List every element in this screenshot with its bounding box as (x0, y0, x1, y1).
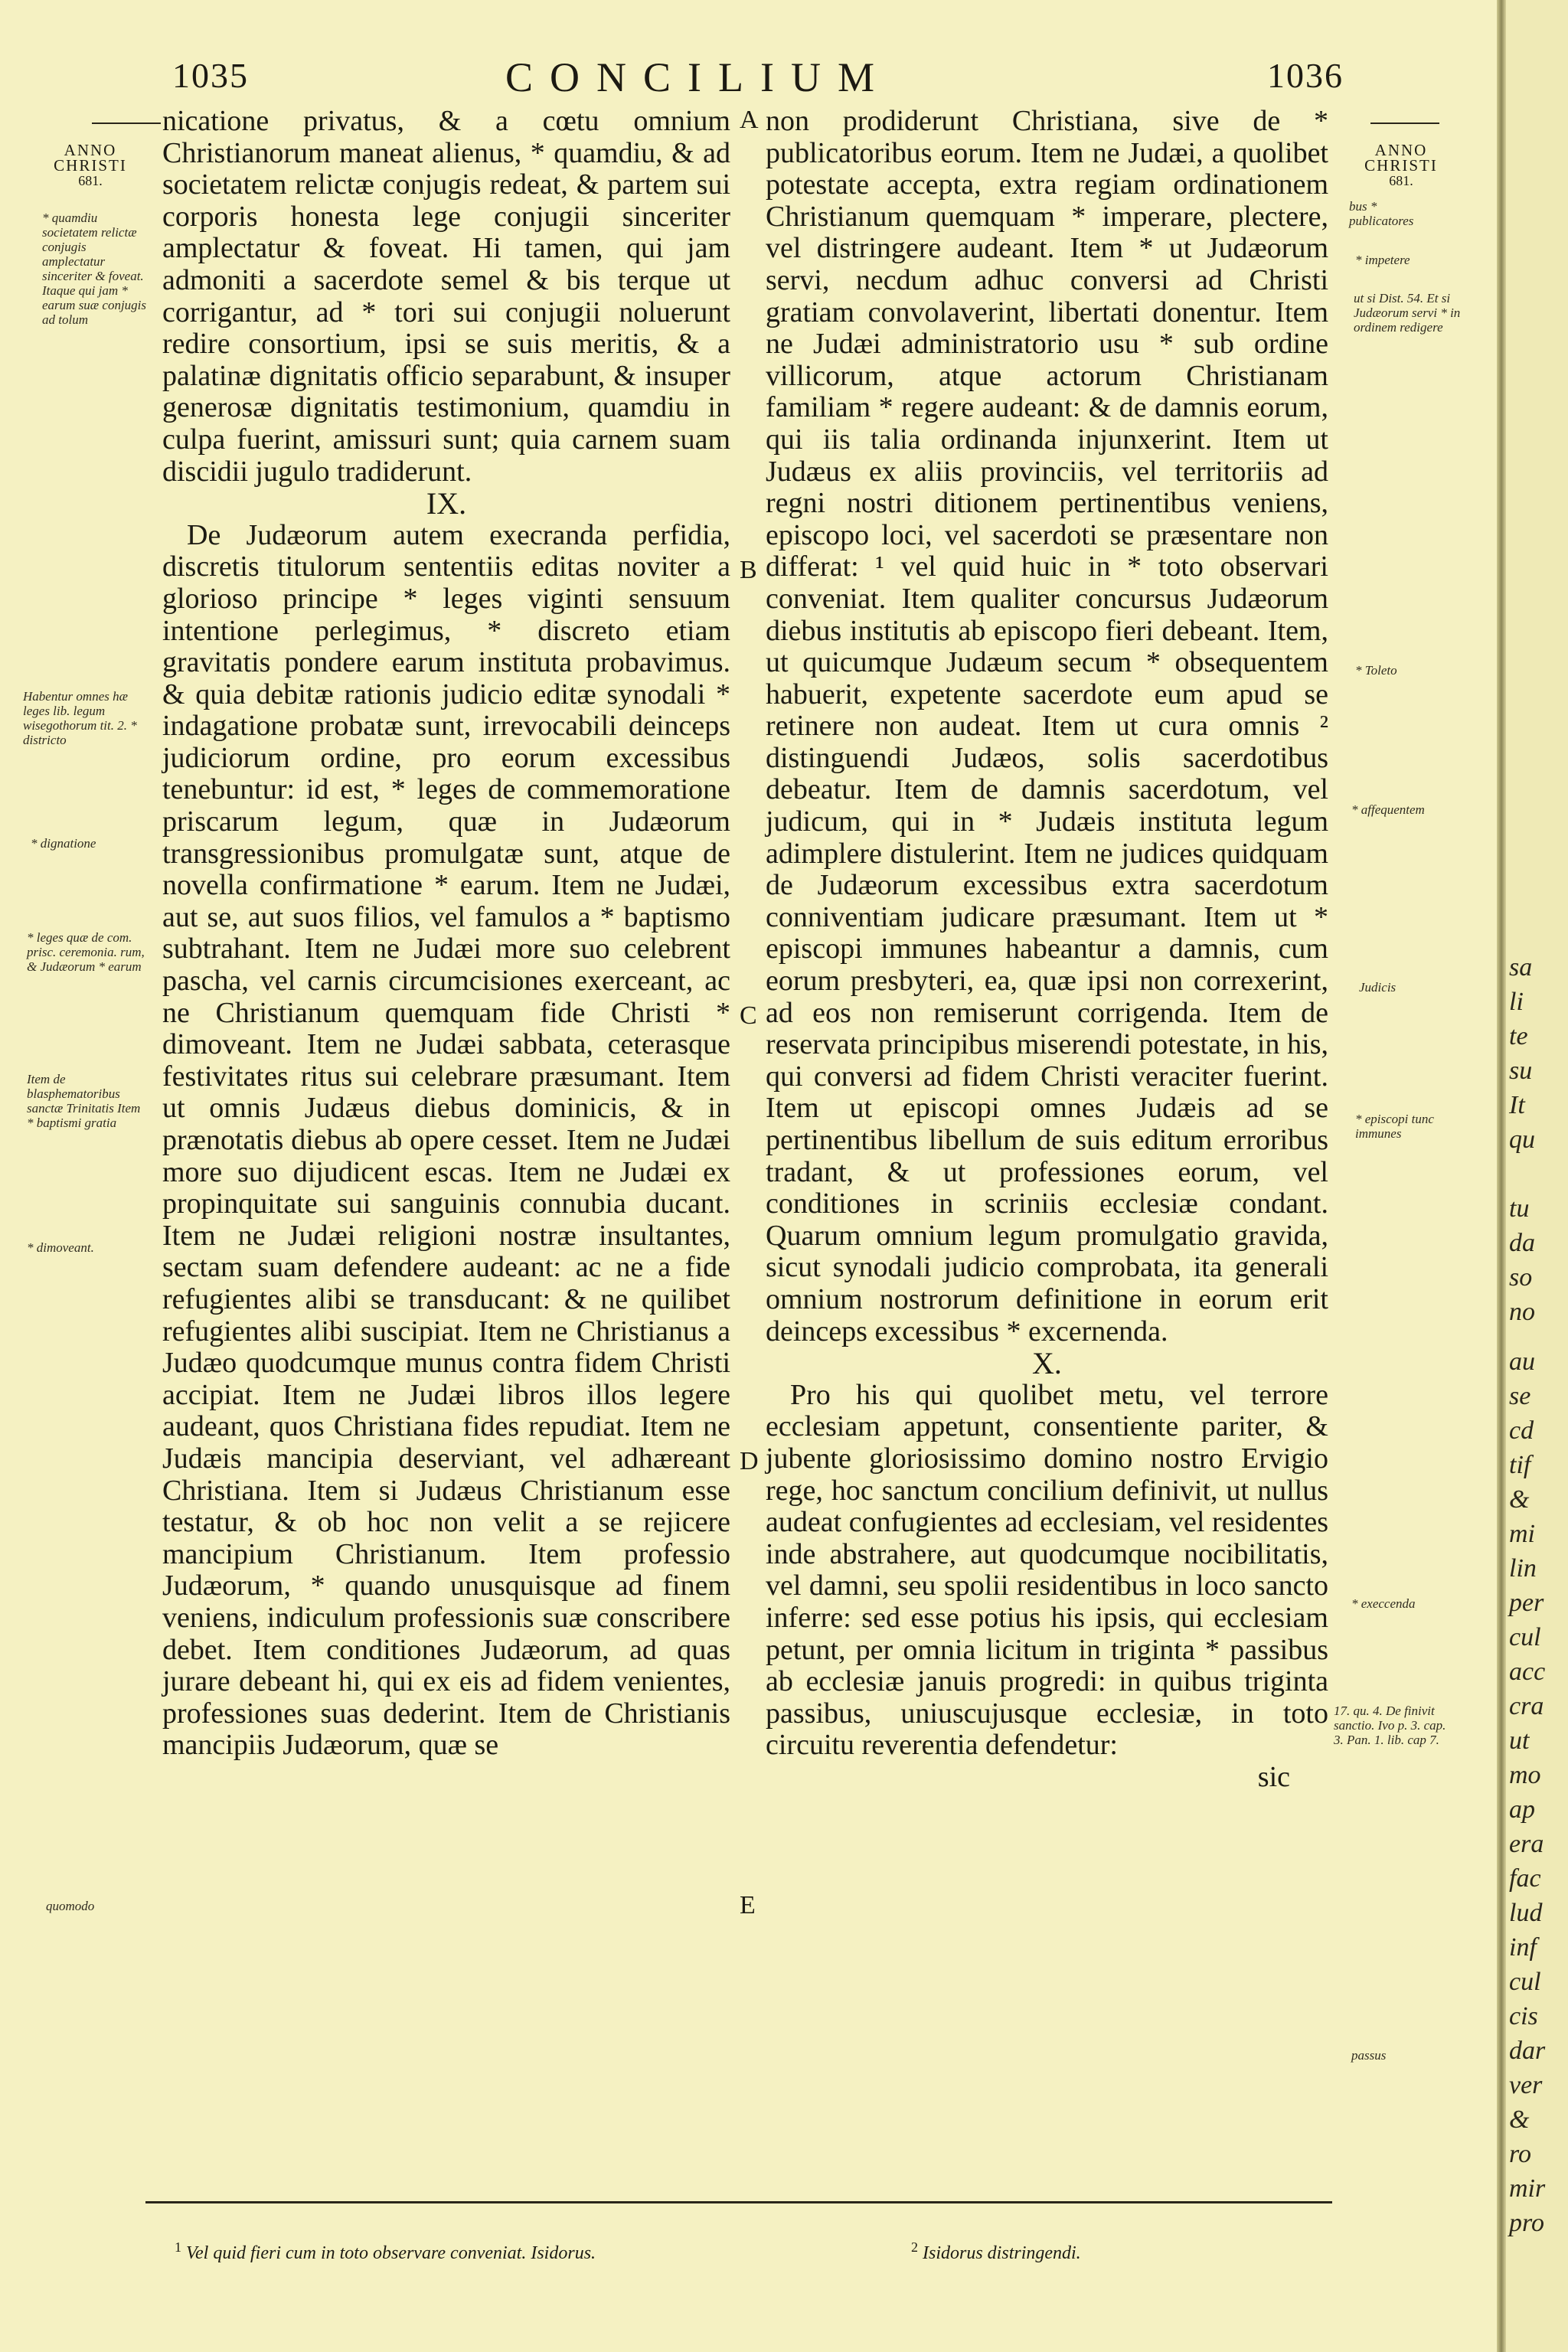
next-page-fragment: dar (1509, 2037, 1546, 2065)
next-page-fragment: fac (1509, 1864, 1541, 1893)
next-page-fragment: pro (1509, 2209, 1544, 2237)
next-page-fragment: lud (1509, 1899, 1543, 1927)
next-page-fragment: so (1509, 1263, 1533, 1292)
right-column (766, 106, 1328, 1793)
left-margin-note-1: * quamdiu societatem relictæ conjugis amplectatur sinceriter & foveat. Itaque qui jam * earum suæ conjugis ad tolum (42, 211, 146, 327)
next-page-fragment: cra (1509, 1692, 1544, 1720)
left-paragraph-1: nicatione privatus, & a cœtu omnium Christianorum maneat alienus, * quamdiu, & ad societatem relictæ conjugis redeat, & partem sui corporis honesta lege conjugii sinceriter amplectatur & foveat. Hi tamen, qui jam admoniti a sacerdote semel & bis terque ut corrigantur, ad * tori sui conjugii noluerunt redire consortium, ipsi se suis meritis, & a palatinæ dignitatis officio separabunt, & insuper generosæ dignitatis testimonium, quamdiu in culpa fuerint, amissuri sunt; quia carnem suam discidii jugulo tradiderunt. (162, 105, 730, 488)
left-margin-note-6: * dimoveant. (27, 1240, 94, 1255)
next-page-fragment: au (1509, 1348, 1535, 1376)
footnote-2: $^2$ Isidorus distringendi. (911, 2239, 1081, 2263)
section-letter-d: D (740, 1447, 759, 1475)
next-page-fragment: se (1509, 1382, 1531, 1410)
header-rule-right (1370, 122, 1439, 124)
next-page-fragment: da (1509, 1229, 1535, 1257)
right-paragraph-2: Pro his qui quolibet metu, vel terrore ecclesiam appetunt, consentiente pariter, & jubente gloriosissimo domino nostro Ervigio rege, hoc sanctum concilium definivit, ut nullus audeat confugientes ad ecclesiam, vel residentes inde abstrahere, aut quodcumque nocibilitatis, vel damni, seu spolii residentibus in loco sancto inferre: sed esse potius his ipsis, qui ecclesiam petunt, per omnia licitum in triginta * passibus ab ecclesiæ januis progredi: in quibus triginta passibus, uniuscujusque ecclesiæ, in toto circuitu reverentia defendetur: (766, 1378, 1328, 1762)
next-page-fragment: mir (1509, 2174, 1546, 2203)
heading-ix: IX. (426, 486, 467, 521)
next-page-fragment: qu (1509, 1125, 1535, 1154)
right-margin-note-8: * execcenda (1351, 1596, 1416, 1611)
section-letter-e: E (740, 1891, 756, 1919)
left-paragraph-2: De Judæorum autem execranda perfidia, discretis titulorum sententiis editas noviter a glorioso principe * leges viginti sensuum intentione perlegimus, * discreto etiam gravitatis pondere earum instituta probavimus. & quia debitæ rationis judicio editæ synodali * indagatione probatæ sunt, irrevocabili deinceps judiciorum ordine, pro eorum excessibus tenebuntur: id est, * leges de commemoratione priscarum legum, quæ in Judæorum transgressionibus promulgatæ sunt, atque de novella confirmatione * earum. Item ne Judæi, aut se, aut suos filios, vel famulos a * baptismo subtrahant. Item ne Judæi more suo celebrent pascha, vel carnis circumcisiones exerceant, ac ne Christianum quemquam fide Christi * dimoveant. Item ne Judæi sabbata, ceterasque festivitates ritus sui celebrare præsumant. Item ut omnis Judæus diebus dominicis, & in prænotatis diebus ab opere cesset. Item ne Judæi more suo dijudicent escas. Item ne Judæi ex propinquitate sui sanguinis connubia ducant. Item ne Judæi religioni nostræ insultantes, sectam suam defendere audeant: ac ne a fide refugientes alibi se transducant: & ne quilibet refugientes alibi suscipiat. Item ne Christianus a Judæo quodcumque munus contra fidem Christi accipiat. Item ne Judæi libros illos legere audeant, quos Christiana fides repudiat. Item ne Judæis mancipia deserviant, vel adhæreant Christiana. Item si Judæus Christianum esse testatur, & ob hoc non velit a se rejicere mancipium Christianum. Item professio Judæorum, * quando unusquisque ad finem veniens, indiculum professionis suæ conscribere debet. Item conditiones Judæorum, ad quas jurare debeant hi, qui ex eis ad fidem venientes, professiones suas dederint. Item de Christianis mancipiis Judæorum, quæ se (162, 518, 730, 1762)
section-letter-b: B (740, 556, 757, 584)
right-margin-note-3: ut si Dist. 54. Et si Judæorum servi * in ordinem redigere (1354, 291, 1461, 335)
left-margin-note-5: Item de blasphematoribus sanctæ Trinitatis Item * baptismi gratia (27, 1072, 141, 1130)
next-page-fragment: lin (1509, 1554, 1537, 1583)
right-margin-note-6: Judicis (1359, 980, 1396, 995)
next-page-fragment: & (1509, 1485, 1530, 1514)
right-margin-note-4: * Toleto (1355, 663, 1397, 678)
next-page-fragment: ap (1509, 1795, 1535, 1824)
next-page-fragment: era (1509, 1830, 1544, 1858)
next-page-fragment: per (1509, 1589, 1544, 1617)
right-margin-note-10: passus (1351, 2048, 1387, 2063)
page-number-left: 1035 (172, 56, 249, 95)
next-page-edge (1506, 0, 1568, 2352)
left-margin-note-3: * dignatione (31, 836, 96, 851)
next-page-fragment: acc (1509, 1658, 1546, 1686)
next-page-fragment: cul (1509, 1968, 1541, 1996)
section-letter-c: C (740, 1001, 757, 1030)
heading-x: X. (1032, 1346, 1062, 1381)
next-page-fragment: ro (1509, 2140, 1531, 2168)
next-page-fragment: It (1509, 1091, 1525, 1119)
next-page-fragment: li (1509, 988, 1524, 1016)
next-page-fragment: ver (1509, 2071, 1543, 2099)
header-rule-left (92, 122, 161, 124)
book-gutter (1497, 0, 1506, 2352)
next-page-fragment: inf (1509, 1933, 1537, 1962)
right-margin-note-7: * episcopi tunc immunes (1355, 1112, 1434, 1141)
left-margin-note-2: Habentur omnes hæ leges lib. legum wisegothorum tit. 2. * districto (23, 689, 137, 747)
right-margin-note-1: bus * publicatores (1349, 199, 1414, 228)
right-margin-note-2: * impetere (1355, 253, 1410, 267)
right-paragraph-1: non prodiderunt Christiana, sive de * publicatoribus eorum. Item ne Judæi, a quolibet potestate accepta, extra regiam ordinationem Christianum quemquam * imperare, plectere, vel distringere audeant. Item * ut Judæorum servi, necdum adhuc conversi ad Christi gratiam convolaverint, libertati donentur. Item ne Judæi administratorio usu * sub ordine villicorum, atque actorum Christianam familiam * regere audeant: & de damnis eorum, qui iis talia ordinanda injunxerint. Item ut Judæus ex aliis provinciis, vel territoriis ad regni nostri ditionem pertinentibus veniens, episcopo loci, vel sacerdoti se præsentare non differat: ¹ vel quid huic in * toto observari conveniat. Item qualiter concursus Judæorum diebus institutis ab episcopo fieri debeant. Item, ut quicumque Judæum secum * obsequentem habuerit, expetente sacerdote eum apud se retinere non audeat. Item ut cura omnis ² distinguendi Judæos, solis sacerdotibus debeatur. Item de damnis sacerdotum, vel judicum, qui in * Judæis instituta legum adimplere distulerint. Item ne judices quidquam de Judæorum excessibus extra sacerdotum conniventiam judicare præsumant. Item ut * episcopi immunes habeantur a damnis, cum eorum presbyteri, ea, quæ ipsi non correxerint, ad eos non remiserunt corrigenda. Item de reservata principibus miserendi potestate, in his, qui conversi ad fidem Christi veraciter fuerint. Item ut episcopi omnes Judæis ad se pertinentibus libellum de suis editum erroribus tradant, & ut professiones eorum, vel conditiones in scriniis ecclesiæ condant. Quarum omnium legum promulgatio gravida, sicut synodali judicio comprobata, ita generali omnium nostrorum definitione in eorum erit deinceps excessibus * excernenda. (766, 105, 1328, 1348)
next-page-fragment: cis (1509, 2002, 1538, 2030)
next-page-fragment: mo (1509, 1761, 1541, 1789)
next-page-fragment: te (1509, 1022, 1528, 1050)
catchword: sic (1257, 1760, 1290, 1793)
anno-right: ANNO CHRISTI 681. (1364, 141, 1438, 188)
next-page-fragment: sa (1509, 953, 1533, 982)
next-page-fragment: tif (1509, 1451, 1531, 1479)
right-margin-note-9: 17. qu. 4. De finivit sanctio. Ivo p. 3. cap. 3. Pan. 1. lib. cap 7. (1334, 1704, 1446, 1747)
page-title: CONCILIUM (505, 54, 891, 100)
left-margin-note-4: * leges quæ de com. prisc. ceremonia. rum, & Judæorum * earum (27, 930, 145, 974)
next-page-fragment: su (1509, 1057, 1533, 1085)
next-page-fragment: & (1509, 2105, 1530, 2134)
page-number-right: 1036 (1267, 56, 1344, 95)
next-page-fragment: no (1509, 1298, 1535, 1326)
next-page-fragment: cul (1509, 1623, 1541, 1651)
next-page-fragment: ut (1509, 1726, 1530, 1755)
footnote-rule (145, 2201, 1332, 2203)
section-letter-a: A (740, 106, 759, 134)
left-column (162, 106, 730, 1762)
next-page-fragment: mi (1509, 1520, 1535, 1548)
left-margin-note-7: quomodo (46, 1899, 95, 1913)
anno-left: ANNO CHRISTI 681. (54, 141, 127, 188)
right-margin-note-5: * affequentem (1351, 802, 1425, 817)
next-page-fragment: tu (1509, 1194, 1530, 1223)
footnote-1: $^1$ Vel quid fieri cum in toto observare conveniat. Isidorus. (175, 2239, 596, 2263)
next-page-fragment: cd (1509, 1416, 1534, 1445)
